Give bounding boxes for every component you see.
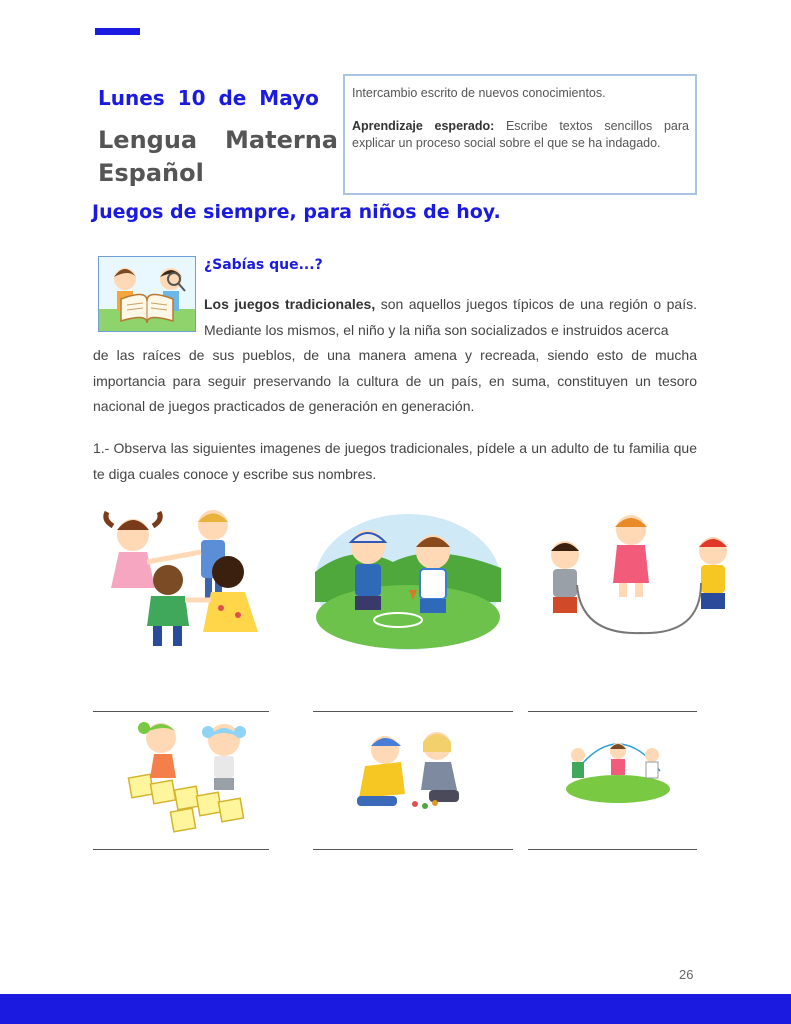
answer-line-5[interactable] <box>313 849 513 850</box>
activity-instruction: 1.- Observa las siguientes imagenes de juegos tradicionales, pídele a un adulto de tu familia que te diga cuales conoce y escribe sus nombres. <box>93 440 697 482</box>
did-you-know-heading: ¿Sabías que...? <box>204 257 323 273</box>
answer-line-6[interactable] <box>528 849 697 850</box>
intro-paragraph-part-1 <box>204 292 697 343</box>
section-title: Juegos de siempre, para niños de hoy. <box>92 201 501 223</box>
subject-word-1: Lengua <box>98 126 198 154</box>
answer-line-3[interactable] <box>528 711 697 712</box>
subject-word-3: Español <box>98 159 204 187</box>
header-accent-bar <box>95 28 140 35</box>
kids-ring-dance-illustration <box>93 500 273 665</box>
kids-jump-rope-illustration <box>541 505 741 650</box>
objective-text <box>352 118 689 152</box>
answer-line-4[interactable] <box>93 849 269 850</box>
lesson-date: Lunes 10 de Mayo <box>98 86 319 110</box>
kids-hopscotch-illustration <box>116 716 256 839</box>
subject-title <box>98 124 338 190</box>
learning-objective-box <box>343 74 697 195</box>
footer-accent-bar <box>0 994 791 1024</box>
intro-paragraph-part-2: de las raíces de sus pueblos, de una manera amena y recreada, siendo esto de mucha importancia para seguir preservando la cultura de un país, en suma, constituyen un tesoro nacional de juegos practicados de generación en generación. <box>93 347 697 414</box>
answer-line-2[interactable] <box>313 711 513 712</box>
answer-line-1[interactable] <box>93 711 269 712</box>
objective-intro: Intercambio escrito de nuevos conocimientos. <box>352 86 606 100</box>
objective-body: Escribe textos sencillos para explicar un proceso social sobre el que se ha indagado. <box>352 119 689 150</box>
intro-bold-term: Los juegos tradicionales, <box>204 296 376 312</box>
kids-spinning-top-illustration <box>313 502 503 657</box>
kids-marbles-illustration <box>345 728 480 818</box>
subject-word-2: Materna <box>225 126 338 154</box>
kids-jump-rope-group-illustration <box>562 727 674 812</box>
page-number: 26 <box>679 967 694 982</box>
kids-reading-book-illustration <box>98 256 196 332</box>
intro-paragraph-text: son aquellos juegos típicos de una región o país. Mediante los mismos, el niño y la niña son socializados e instruidos acerca <box>204 296 697 338</box>
objective-label: Aprendizaje esperado: <box>352 119 495 133</box>
